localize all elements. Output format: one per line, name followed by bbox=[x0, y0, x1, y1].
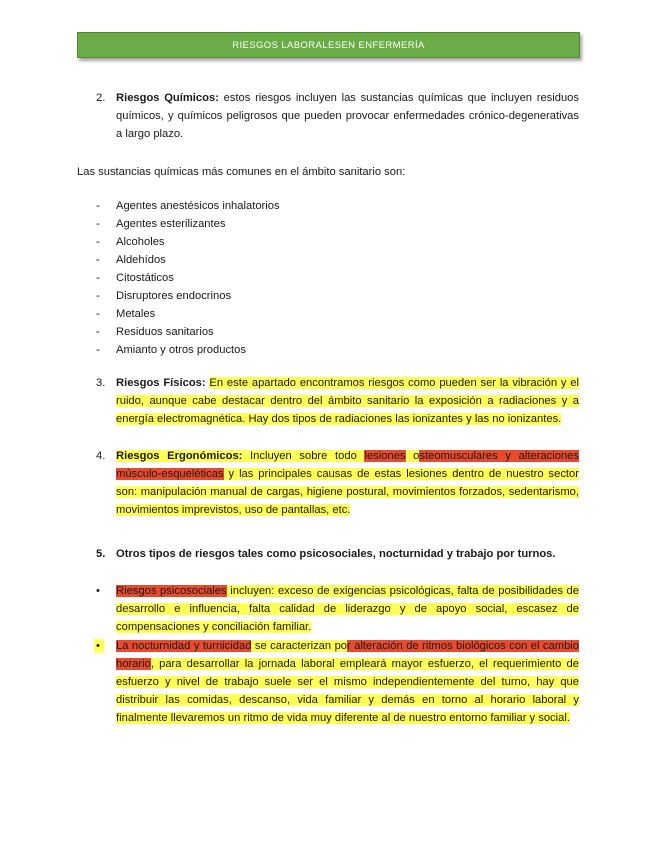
list-item bbox=[96, 233, 165, 251]
item-text: estos riesgos incluyen las sustancias químicas que incluyen residuos químicos, y químicos peligrosos que pueden provocar enfermedades crónico-degenerativas a largo plazo. bbox=[116, 92, 580, 140]
item-body bbox=[116, 545, 579, 563]
item-number: 5. bbox=[96, 548, 106, 560]
item-body bbox=[116, 89, 579, 143]
header-title: RIESGOS LABORALESEN ENFERMERÍA bbox=[232, 39, 425, 51]
bullet-nocturnidad bbox=[96, 637, 579, 727]
dash-marker: - bbox=[96, 200, 100, 212]
bullet-body bbox=[116, 582, 579, 636]
dash-marker: - bbox=[96, 218, 100, 230]
list-item-text: Residuos sanitarios bbox=[116, 326, 214, 338]
dash-marker: - bbox=[96, 272, 100, 284]
dash-marker: - bbox=[96, 290, 100, 302]
bullet-marker: • bbox=[96, 585, 100, 597]
page-header bbox=[77, 32, 580, 58]
item-title: Riesgos Químicos: bbox=[116, 92, 219, 104]
highlight-red: Riesgos psicosociales bbox=[116, 585, 227, 597]
list-item bbox=[96, 341, 246, 359]
item-body bbox=[116, 447, 579, 519]
item-number: 4. bbox=[96, 450, 106, 462]
bullet-psicosociales bbox=[96, 582, 579, 636]
list-item-text: Amianto y otros productos bbox=[116, 344, 246, 356]
item-text: En este apartado encontramos riesgos como pueden ser la vibración y el ruido, aunque cabe destacar dentro del ámbito sanitario la exposición a radiaciones y a energía electromagnética. Hay dos tipos de radiaciones las ionizantes y las no ionizantes. bbox=[116, 377, 580, 425]
item-fisicos bbox=[96, 374, 579, 428]
item-number: 3. bbox=[96, 377, 106, 389]
highlight-red: lesiones bbox=[364, 450, 406, 462]
list-item-text: Agentes anestésicos inhalatorios bbox=[116, 200, 280, 212]
item-title: Riesgos Ergonómicos: bbox=[116, 450, 243, 462]
dash-marker: - bbox=[96, 326, 100, 338]
dash-marker: - bbox=[96, 308, 100, 320]
bullet-marker: • bbox=[96, 640, 100, 652]
bullet-text: , para desarrollar la jornada laboral empleará mayor esfuerzo, el requerimiento de esfuerzo y nivel de trabajo suele ser el mismo independientemente del turno, hay que distribuir las comidas, descanso, vida familiar y demás en torno al horario laboral y finalmente llevaremos un ritmo de vida muy diferente al de nuestro entorno familiar y social. bbox=[116, 658, 579, 724]
item-text: o bbox=[405, 450, 420, 462]
list-item bbox=[96, 287, 231, 305]
list-item bbox=[96, 323, 214, 341]
item-quimicos bbox=[96, 89, 579, 143]
list-item-text: Citostáticos bbox=[116, 272, 174, 284]
list-item-text: Metales bbox=[116, 308, 156, 320]
dash-marker: - bbox=[96, 344, 100, 356]
highlight-red: La nocturnidad y turnicidad bbox=[116, 640, 252, 652]
item-text: Incluyen sobre todo bbox=[242, 450, 365, 462]
list-item-text: Agentes esterilizantes bbox=[116, 218, 226, 230]
bullet-body bbox=[116, 637, 579, 727]
dash-marker: - bbox=[96, 254, 100, 266]
list-item bbox=[96, 305, 155, 323]
item-number: 2. bbox=[96, 92, 106, 104]
item-ergonomicos bbox=[96, 447, 579, 519]
list-item-text: Disruptores endocrinos bbox=[116, 290, 232, 302]
item-body bbox=[116, 374, 579, 428]
list-item bbox=[96, 215, 225, 233]
item-title: Otros tipos de riesgos tales como psicosociales, nocturnidad y trabajo por turnos. bbox=[116, 548, 556, 560]
bullet-text: incluyen: exceso de exigencias psicológicas, falta de posibilidades de desarrollo e influencia, falta calidad de liderazgo y de apoyo social, escasez de compensaciones y conciliación familiar. bbox=[116, 585, 579, 633]
list-item bbox=[96, 269, 174, 287]
list-item-text: Alcoholes bbox=[116, 236, 165, 248]
bullet-text: se caracterizan po bbox=[251, 640, 348, 652]
highlight-red: r alteración de ritmos biológicos con el cambio horario bbox=[116, 640, 579, 670]
dash-marker: - bbox=[96, 236, 100, 248]
item-text: y las principales causas de estas lesiones dentro de nuestro sector son: manipulación manual de cargas, higiene postural, movimientos forzados, sedentarismo, movimientos imprevistos, uso de pantallas, etc. bbox=[116, 468, 579, 516]
highlight-red: steomusculares y alteraciones músculo-esqueléticas bbox=[116, 450, 579, 480]
item-title: Riesgos Físicos: bbox=[116, 377, 206, 389]
list-item-text: Aldehídos bbox=[116, 254, 166, 266]
list-item bbox=[96, 197, 280, 215]
intro-paragraph: Las sustancias químicas más comunes en el ámbito sanitario son: bbox=[77, 166, 406, 178]
item-otros bbox=[96, 545, 579, 563]
list-item bbox=[96, 251, 166, 269]
